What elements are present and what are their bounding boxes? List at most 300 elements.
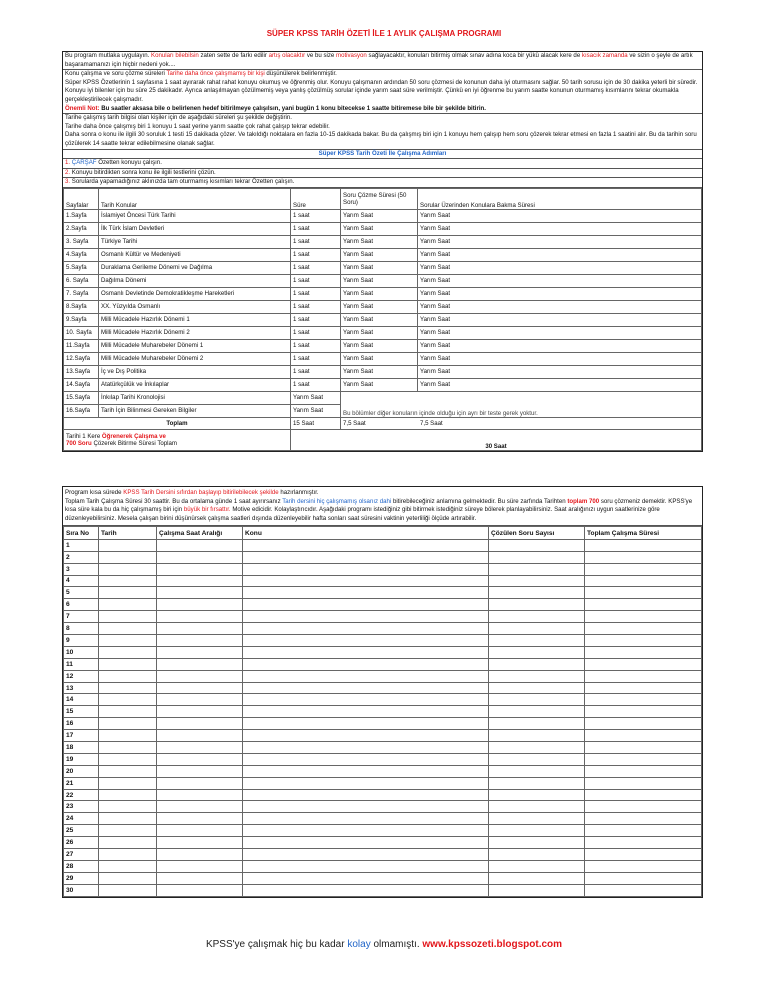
program-entry-cell[interactable] bbox=[489, 646, 585, 658]
program-entry-cell[interactable] bbox=[585, 730, 702, 742]
table-cell: Yarım Saat bbox=[341, 339, 418, 352]
program-entry-cell[interactable] bbox=[157, 789, 243, 801]
intro-text: zaten sette de farkı edilir bbox=[198, 52, 269, 59]
program-entry-cell[interactable] bbox=[157, 753, 243, 765]
program-entry-cell[interactable] bbox=[585, 860, 702, 872]
program-entry-cell[interactable] bbox=[243, 575, 489, 587]
program-entry-cell[interactable] bbox=[157, 872, 243, 884]
intro-text: Bu program mutlaka uygulayın. bbox=[65, 52, 152, 59]
program-entry-cell[interactable] bbox=[157, 563, 243, 575]
program-entry-cell[interactable] bbox=[99, 599, 157, 611]
row-number: 21 bbox=[64, 777, 99, 789]
intro-highlight: Tarihe daha önce çalışmamış bir kişi bbox=[166, 70, 265, 78]
program-entry-cell[interactable] bbox=[243, 599, 489, 611]
table-cell: Yarım Saat bbox=[418, 313, 702, 326]
step-number: 1. bbox=[65, 159, 71, 167]
program-entry-cell[interactable] bbox=[489, 623, 585, 635]
program-entry-cell[interactable] bbox=[157, 587, 243, 599]
program-entry-cell[interactable] bbox=[99, 872, 157, 884]
program-entry-cell[interactable] bbox=[585, 837, 702, 849]
program-entry-cell[interactable] bbox=[585, 599, 702, 611]
table-cell: Yarım Saat bbox=[341, 313, 418, 326]
program-entry-cell[interactable] bbox=[243, 860, 489, 872]
table-cell: Milli Mücadele Muharebeler Dönemi 1 bbox=[99, 339, 291, 352]
program-entry-cell[interactable] bbox=[585, 575, 702, 587]
program-entry-cell[interactable] bbox=[99, 551, 157, 563]
program-row bbox=[64, 825, 702, 837]
table-cell: Tarih İçin Bilinmesi Gereken Bilgiler bbox=[99, 404, 291, 417]
row-number: 25 bbox=[64, 825, 99, 837]
program-entry-cell[interactable] bbox=[99, 849, 157, 861]
program-entry-cell[interactable] bbox=[99, 789, 157, 801]
program-row bbox=[64, 658, 702, 670]
program-entry-cell[interactable] bbox=[585, 623, 702, 635]
program-entry-cell[interactable] bbox=[243, 718, 489, 730]
program-entry-cell[interactable] bbox=[489, 765, 585, 777]
program-entry-cell[interactable] bbox=[489, 777, 585, 789]
program-entry-cell[interactable] bbox=[157, 706, 243, 718]
program-entry-cell[interactable] bbox=[99, 837, 157, 849]
program-row bbox=[64, 718, 702, 730]
program-row bbox=[64, 694, 702, 706]
program-entry-cell[interactable] bbox=[489, 575, 585, 587]
program-entry-cell[interactable] bbox=[157, 860, 243, 872]
row-number: 3 bbox=[64, 563, 99, 575]
table-cell: 1 saat bbox=[291, 365, 341, 378]
program-entry-cell[interactable] bbox=[99, 884, 157, 896]
program-entry-cell[interactable] bbox=[243, 789, 489, 801]
note-text: bitirebileceğiniz anlamına gelmektedir. Bu süre zarfında Tarihten bbox=[391, 497, 568, 505]
program-entry-cell[interactable] bbox=[99, 682, 157, 694]
program-entry-cell[interactable] bbox=[585, 718, 702, 730]
program-entry-cell[interactable] bbox=[585, 742, 702, 754]
note-highlight: toplam 700 bbox=[567, 497, 600, 505]
table-cell: 12.Sayfa bbox=[64, 352, 99, 365]
note-highlight: Tarih dersini hiç çalışmamış olsanız dahi bbox=[282, 497, 392, 505]
intro-paragraph-1 bbox=[63, 52, 702, 70]
table-cell: Osmanlı Devletinde Demokratikleşme Hareketleri bbox=[99, 287, 291, 300]
row-number: 20 bbox=[64, 765, 99, 777]
col-header: Toplam Çalışma Süresi bbox=[585, 527, 702, 540]
step-number: 2. bbox=[65, 168, 71, 176]
total-cell: 15 Saat bbox=[291, 417, 341, 429]
program-entry-cell[interactable] bbox=[157, 777, 243, 789]
program-entry-cell[interactable] bbox=[489, 587, 585, 599]
table-cell: Yarım Saat bbox=[291, 404, 341, 417]
table-cell: 1 saat bbox=[291, 313, 341, 326]
program-entry-cell[interactable] bbox=[243, 587, 489, 599]
program-entry-cell[interactable] bbox=[489, 706, 585, 718]
program-entry-cell[interactable] bbox=[243, 635, 489, 647]
merged-note-cell: Bu bölümler diğer konuların içinde olduğu için ayrı bir teste gerek yoktur. bbox=[341, 391, 702, 417]
program-row bbox=[64, 551, 702, 563]
program-entry-cell[interactable] bbox=[489, 694, 585, 706]
program-entry-cell[interactable] bbox=[157, 837, 243, 849]
program-entry-cell[interactable] bbox=[243, 730, 489, 742]
table-cell: Yarım Saat bbox=[291, 391, 341, 404]
program-entry-cell[interactable] bbox=[243, 563, 489, 575]
program-entry-cell[interactable] bbox=[157, 623, 243, 635]
program-row bbox=[64, 635, 702, 647]
program-entry-cell[interactable] bbox=[157, 611, 243, 623]
program-entry-cell[interactable] bbox=[157, 635, 243, 647]
table-cell: Yarım Saat bbox=[418, 248, 702, 261]
program-entry-cell[interactable] bbox=[99, 765, 157, 777]
topic-row bbox=[64, 261, 702, 274]
program-entry-cell[interactable] bbox=[489, 813, 585, 825]
program-entry-cell[interactable] bbox=[585, 635, 702, 647]
program-entry-cell[interactable] bbox=[243, 777, 489, 789]
program-entry-cell[interactable] bbox=[585, 825, 702, 837]
program-entry-cell[interactable] bbox=[157, 765, 243, 777]
program-entry-cell[interactable] bbox=[243, 872, 489, 884]
program-entry-cell[interactable] bbox=[585, 658, 702, 670]
program-entry-cell[interactable] bbox=[585, 682, 702, 694]
summary-row bbox=[64, 429, 702, 450]
program-entry-cell[interactable] bbox=[157, 730, 243, 742]
row-number: 18 bbox=[64, 742, 99, 754]
topic-row bbox=[64, 365, 702, 378]
program-row bbox=[64, 872, 702, 884]
program-entry-cell[interactable] bbox=[489, 670, 585, 682]
program-entry-cell[interactable] bbox=[585, 694, 702, 706]
note-highlight: KPSS Tarih Dersini sıfırdan başlayıp bitirilebilecek şekilde bbox=[123, 489, 279, 496]
step-number: 3. bbox=[65, 178, 71, 186]
row-number: 27 bbox=[64, 849, 99, 861]
program-entry-cell[interactable] bbox=[489, 849, 585, 861]
program-entry-cell[interactable] bbox=[585, 670, 702, 682]
table-cell: 1 saat bbox=[291, 339, 341, 352]
program-row bbox=[64, 611, 702, 623]
program-entry-cell[interactable] bbox=[489, 658, 585, 670]
program-entry-cell[interactable] bbox=[157, 599, 243, 611]
program-entry-cell[interactable] bbox=[489, 563, 585, 575]
total-soru: 7,5 Saat bbox=[343, 419, 366, 427]
program-entry-cell[interactable] bbox=[489, 718, 585, 730]
program-entry-cell[interactable] bbox=[489, 635, 585, 647]
table-cell: İnkılap Tarihi Kronolojisi bbox=[99, 391, 291, 404]
program-entry-cell[interactable] bbox=[157, 718, 243, 730]
intro-paragraph-3 bbox=[63, 114, 702, 149]
program-row bbox=[64, 860, 702, 872]
table-cell: 14.Sayfa bbox=[64, 378, 99, 391]
table-cell: 2.Sayfa bbox=[64, 222, 99, 235]
total-cell: Toplam bbox=[64, 417, 291, 429]
table-cell: Duraklama Gerileme Dönemi ve Dağılma bbox=[99, 261, 291, 274]
col-header: Sorular Üzerinden Konulara Bakma Süresi bbox=[418, 188, 702, 209]
program-entry-cell[interactable] bbox=[585, 587, 702, 599]
table-cell: 1 saat bbox=[291, 222, 341, 235]
intro-text: ve sizin o şeyle de artık başaramamanızı için hiçbir nedeni yok.... bbox=[65, 52, 693, 68]
program-entry-cell[interactable] bbox=[243, 646, 489, 658]
program-entry-cell[interactable] bbox=[99, 587, 157, 599]
total-bakma: 7,5 Saat bbox=[420, 419, 443, 427]
table-cell: Yarım Saat bbox=[341, 326, 418, 339]
topic-row bbox=[64, 222, 702, 235]
program-entry-cell[interactable] bbox=[99, 646, 157, 658]
program-entry-cell[interactable] bbox=[157, 646, 243, 658]
steps-heading: Süper KPSS Tarih Özeti İle Çalışma Adımları bbox=[63, 150, 702, 160]
program-row bbox=[64, 539, 702, 551]
program-entry-cell[interactable] bbox=[585, 646, 702, 658]
table-cell: 11.Sayfa bbox=[64, 339, 99, 352]
program-entry-cell[interactable] bbox=[489, 860, 585, 872]
table-cell: XX. Yüzyılda Osmanlı bbox=[99, 300, 291, 313]
row-number: 30 bbox=[64, 884, 99, 896]
row-number: 24 bbox=[64, 813, 99, 825]
row-number: 23 bbox=[64, 801, 99, 813]
program-entry-cell[interactable] bbox=[243, 670, 489, 682]
intro-text: Daha sonra o konu ile ilgili 30 soruluk 1 testi 15 dakikada çözer. Ve takıldığı noktalara en fazla 10-15 dakikada bakar. Bu da çalışmış biri için 1 konuyu hem çalışıp hem soru çözerek tekrar etmesi en fazla 1 saatini alır. Bu da tarihin soru çözülerek 14 saatte tekrar edilebilmesine olanak sağlar. bbox=[65, 131, 697, 147]
program-entry-cell[interactable] bbox=[243, 849, 489, 861]
col-header: Sıra No bbox=[64, 527, 99, 540]
row-number: 5 bbox=[64, 587, 99, 599]
topic-row bbox=[64, 326, 702, 339]
program-entry-cell[interactable] bbox=[585, 813, 702, 825]
row-number: 14 bbox=[64, 694, 99, 706]
table-cell: 1.Sayfa bbox=[64, 209, 99, 222]
table-cell: 1 saat bbox=[291, 274, 341, 287]
table-cell: 7. Sayfa bbox=[64, 287, 99, 300]
table-cell: Yarım Saat bbox=[418, 287, 702, 300]
program-entry-cell[interactable] bbox=[243, 658, 489, 670]
program-entry-cell[interactable] bbox=[99, 575, 157, 587]
program-entry-cell[interactable] bbox=[99, 753, 157, 765]
program-entry-cell[interactable] bbox=[157, 551, 243, 563]
program-row bbox=[64, 849, 702, 861]
program-entry-cell[interactable] bbox=[243, 813, 489, 825]
footer-text: olmamıştı. bbox=[370, 939, 423, 950]
program-entry-cell[interactable] bbox=[585, 872, 702, 884]
table-cell: Yarım Saat bbox=[341, 378, 418, 391]
program-entry-cell[interactable] bbox=[99, 694, 157, 706]
program-entry-cell[interactable] bbox=[585, 706, 702, 718]
program-entry-cell[interactable] bbox=[489, 789, 585, 801]
program-entry-cell[interactable] bbox=[489, 599, 585, 611]
info-sheet bbox=[62, 51, 703, 452]
important-note-text: Bu saatler aksasa bile o belirlenen hedef bitirilmeye çalışılsın, yani bugün 1 konu bitecekse 1 saatte bitiremese bile bir şekilde bitirin. bbox=[99, 104, 486, 112]
program-row bbox=[64, 623, 702, 635]
row-number: 1 bbox=[64, 539, 99, 551]
program-entry-cell[interactable] bbox=[99, 860, 157, 872]
program-entry-cell[interactable] bbox=[99, 539, 157, 551]
program-entry-cell[interactable] bbox=[243, 884, 489, 896]
table-cell: 9.Sayfa bbox=[64, 313, 99, 326]
program-entry-cell[interactable] bbox=[585, 539, 702, 551]
table-cell: 1 saat bbox=[291, 300, 341, 313]
intro-text: düşünülerek belirlenmiştir. bbox=[264, 70, 337, 78]
program-entry-cell[interactable] bbox=[243, 694, 489, 706]
program-entry-cell[interactable] bbox=[99, 742, 157, 754]
table-cell: İlk Türk İslam Devletleri bbox=[99, 222, 291, 235]
program-entry-cell[interactable] bbox=[243, 539, 489, 551]
program-entry-cell[interactable] bbox=[489, 884, 585, 896]
row-number: 16 bbox=[64, 718, 99, 730]
program-entry-cell[interactable] bbox=[489, 730, 585, 742]
row-number: 2 bbox=[64, 551, 99, 563]
program-entry-cell[interactable] bbox=[99, 635, 157, 647]
table-cell: Yarım Saat bbox=[418, 365, 702, 378]
program-entry-cell[interactable] bbox=[489, 753, 585, 765]
table-cell: Atatürkçülük ve İnkılaplar bbox=[99, 378, 291, 391]
table-cell: Yarım Saat bbox=[341, 248, 418, 261]
program-entry-cell[interactable] bbox=[243, 753, 489, 765]
step-3 bbox=[63, 178, 702, 188]
program-entry-cell[interactable] bbox=[243, 837, 489, 849]
program-sheet bbox=[62, 486, 703, 898]
program-row bbox=[64, 837, 702, 849]
col-header: Süre bbox=[291, 188, 341, 209]
row-number: 15 bbox=[64, 706, 99, 718]
program-entry-cell[interactable] bbox=[99, 623, 157, 635]
topic-row bbox=[64, 274, 702, 287]
intro-text: Konu çalışma ve soru çözme süreleri bbox=[65, 70, 167, 78]
table-cell: 16.Sayfa bbox=[64, 404, 99, 417]
program-entry-cell[interactable] bbox=[99, 813, 157, 825]
program-row bbox=[64, 670, 702, 682]
program-row bbox=[64, 742, 702, 754]
table-cell: İslamiyet Öncesi Türk Tarihi bbox=[99, 209, 291, 222]
program-entry-cell[interactable] bbox=[157, 670, 243, 682]
note-text: Program kısa sürede bbox=[65, 489, 124, 496]
intro-text: sağlayacaktır, konuları bitirmiş olmak sınav adına koca bir yükü alacak kere de bbox=[366, 52, 582, 59]
program-entry-cell[interactable] bbox=[585, 801, 702, 813]
program-entry-cell[interactable] bbox=[157, 575, 243, 587]
footer bbox=[0, 939, 768, 950]
program-entry-cell[interactable] bbox=[157, 539, 243, 551]
program-entry-cell[interactable] bbox=[157, 884, 243, 896]
program-entry-cell[interactable] bbox=[489, 872, 585, 884]
topic-row bbox=[64, 209, 702, 222]
program-entry-cell[interactable] bbox=[585, 551, 702, 563]
table-cell: 1 saat bbox=[291, 235, 341, 248]
program-entry-cell[interactable] bbox=[99, 658, 157, 670]
table-cell: Yarım Saat bbox=[418, 274, 702, 287]
program-entry-cell[interactable] bbox=[585, 611, 702, 623]
program-entry-cell[interactable] bbox=[157, 694, 243, 706]
program-entry-cell[interactable] bbox=[585, 765, 702, 777]
row-number: 13 bbox=[64, 682, 99, 694]
program-entry-cell[interactable] bbox=[157, 742, 243, 754]
program-entry-cell[interactable] bbox=[243, 825, 489, 837]
row-number: 12 bbox=[64, 670, 99, 682]
program-entry-cell[interactable] bbox=[243, 682, 489, 694]
table-cell: Milli Mücadele Hazırlık Dönemi 2 bbox=[99, 326, 291, 339]
program-entry-cell[interactable] bbox=[489, 611, 585, 623]
table-cell: Yarım Saat bbox=[418, 378, 702, 391]
program-entry-cell[interactable] bbox=[99, 611, 157, 623]
program-header-row bbox=[64, 527, 702, 540]
topic-row bbox=[64, 300, 702, 313]
step-1 bbox=[63, 159, 702, 169]
program-entry-cell[interactable] bbox=[157, 801, 243, 813]
program-entry-cell[interactable] bbox=[99, 730, 157, 742]
program-entry-cell[interactable] bbox=[489, 551, 585, 563]
table-cell: 1 saat bbox=[291, 352, 341, 365]
program-entry-cell[interactable] bbox=[243, 551, 489, 563]
program-entry-cell[interactable] bbox=[243, 765, 489, 777]
program-entry-cell[interactable] bbox=[585, 753, 702, 765]
topic-row bbox=[64, 235, 702, 248]
program-row bbox=[64, 777, 702, 789]
program-entry-cell[interactable] bbox=[157, 682, 243, 694]
col-header: Çalışma Saat Aralığı bbox=[157, 527, 243, 540]
program-row bbox=[64, 682, 702, 694]
program-entry-cell[interactable] bbox=[489, 682, 585, 694]
table-cell: Yarım Saat bbox=[341, 261, 418, 274]
program-entry-cell[interactable] bbox=[99, 801, 157, 813]
table-cell: 1 saat bbox=[291, 326, 341, 339]
program-entry-cell[interactable] bbox=[243, 706, 489, 718]
table-cell: Yarım Saat bbox=[341, 209, 418, 222]
intro-text: ve bu size bbox=[305, 52, 336, 59]
program-entry-cell[interactable] bbox=[243, 623, 489, 635]
row-number: 6 bbox=[64, 599, 99, 611]
program-entry-cell[interactable] bbox=[99, 670, 157, 682]
program-entry-cell[interactable] bbox=[243, 801, 489, 813]
topics-header-row bbox=[64, 188, 702, 209]
program-entry-cell[interactable] bbox=[489, 742, 585, 754]
table-cell: Yarım Saat bbox=[418, 352, 702, 365]
table-cell: 1 saat bbox=[291, 248, 341, 261]
footer-site-link[interactable]: www.kpssozeti.blogspot.com bbox=[422, 939, 563, 950]
program-entry-cell[interactable] bbox=[99, 825, 157, 837]
program-entry-cell[interactable] bbox=[99, 706, 157, 718]
step-highlight: ÇARŞAF bbox=[71, 159, 97, 167]
program-entry-cell[interactable] bbox=[157, 825, 243, 837]
program-table bbox=[63, 526, 702, 896]
intro-highlight: Konuları bilebilsin bbox=[151, 52, 199, 59]
col-header: Soru Çözme Süresi (50 Soru) bbox=[341, 188, 418, 209]
program-entry-cell[interactable] bbox=[585, 789, 702, 801]
program-entry-cell[interactable] bbox=[489, 825, 585, 837]
intro-highlight: artış olacaktır bbox=[268, 52, 306, 59]
program-row bbox=[64, 730, 702, 742]
row-number: 29 bbox=[64, 872, 99, 884]
program-entry-cell[interactable] bbox=[157, 813, 243, 825]
program-entry-cell[interactable] bbox=[243, 742, 489, 754]
program-entry-cell[interactable] bbox=[489, 539, 585, 551]
program-note bbox=[63, 487, 702, 526]
program-entry-cell[interactable] bbox=[489, 837, 585, 849]
total-row bbox=[64, 417, 702, 429]
program-entry-cell[interactable] bbox=[99, 777, 157, 789]
footer-text: KPSS'ye çalışmak hiç bu kadar bbox=[205, 939, 348, 950]
program-entry-cell[interactable] bbox=[99, 718, 157, 730]
intro-text: Tarihe çalışmış tarih bilgisi olan kişiler için de aşağıdaki süreleri şu şekilde değiştirin. bbox=[65, 114, 292, 122]
program-entry-cell[interactable] bbox=[243, 611, 489, 623]
program-entry-cell[interactable] bbox=[585, 884, 702, 896]
program-entry-cell[interactable] bbox=[585, 563, 702, 575]
table-cell: Türkiye Tarihi bbox=[99, 235, 291, 248]
program-entry-cell[interactable] bbox=[157, 658, 243, 670]
row-number: 26 bbox=[64, 837, 99, 849]
program-entry-cell[interactable] bbox=[585, 777, 702, 789]
table-cell: Yarım Saat bbox=[418, 235, 702, 248]
summary-text: Çözerek Bitirme Süresi Toplam bbox=[91, 439, 177, 447]
topic-row bbox=[64, 287, 702, 300]
program-row bbox=[64, 789, 702, 801]
note-highlight: büyük bir fırsattır. bbox=[183, 506, 231, 514]
program-entry-cell[interactable] bbox=[585, 849, 702, 861]
program-row bbox=[64, 753, 702, 765]
program-entry-cell[interactable] bbox=[157, 849, 243, 861]
table-cell: 1 saat bbox=[291, 378, 341, 391]
table-cell: İç ve Dış Politika bbox=[99, 365, 291, 378]
program-entry-cell[interactable] bbox=[99, 563, 157, 575]
step-text: Özetten konuyu çalışın. bbox=[96, 159, 162, 167]
program-entry-cell[interactable] bbox=[489, 801, 585, 813]
